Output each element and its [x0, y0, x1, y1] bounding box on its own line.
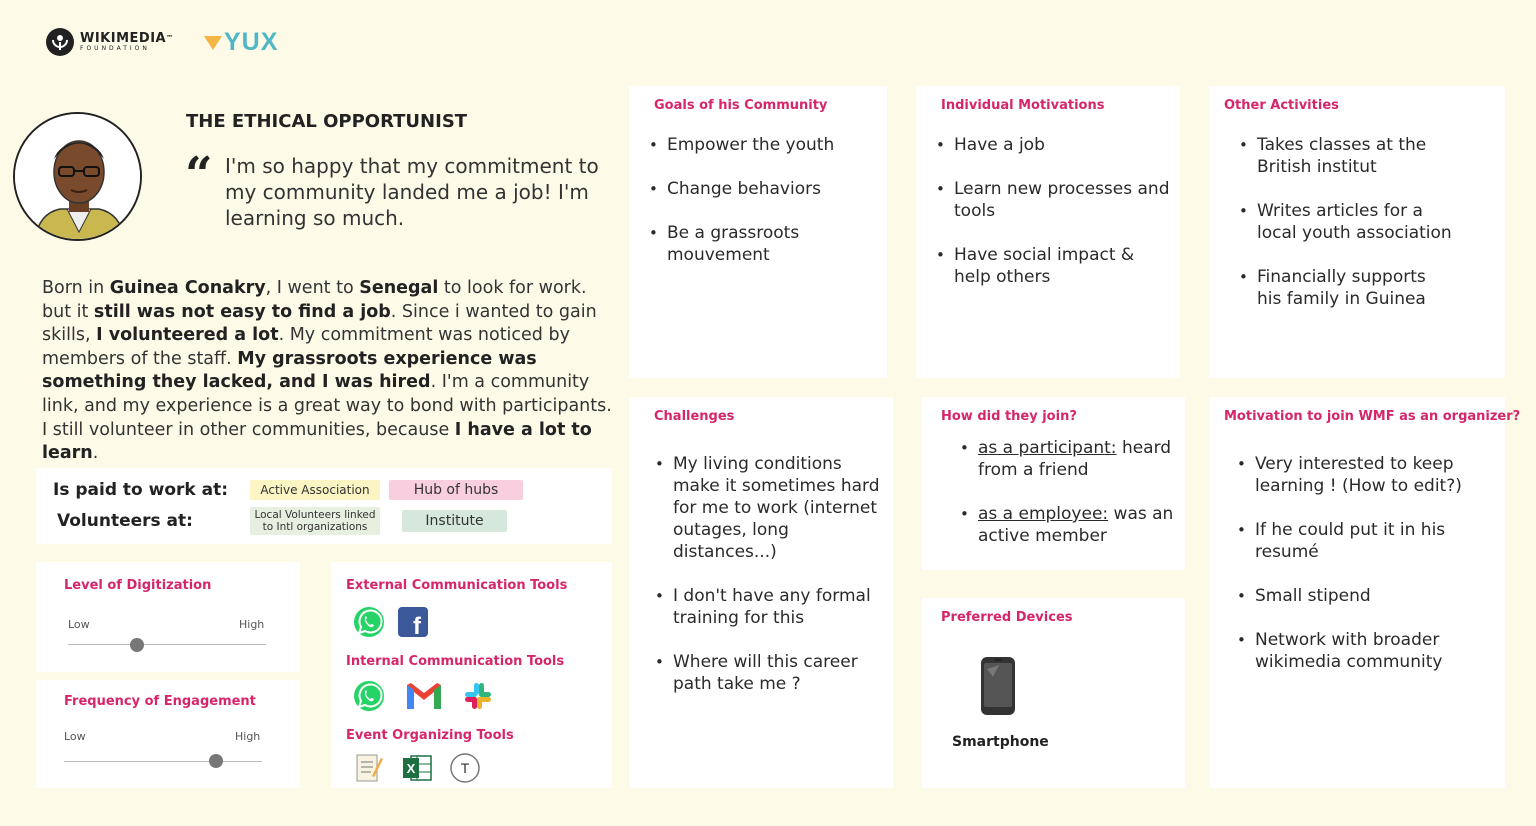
wmf-motivation-title: Motivation to join WMF as an organizer?	[1224, 409, 1521, 424]
typeform-glyph: T	[460, 760, 470, 776]
gmail-icon	[405, 680, 443, 712]
list-item: • Be a grassroots mouvement	[649, 222, 877, 266]
list-item: • Network with broader wikimedia community	[1237, 629, 1477, 673]
work-card	[36, 468, 612, 544]
excel-icon	[401, 752, 433, 784]
wmf-motivation-card	[1209, 397, 1521, 788]
event-tools-title: Event Organizing Tools	[346, 728, 514, 743]
motivations-title: Individual Motivations	[941, 98, 1105, 113]
tools-card	[331, 562, 612, 788]
wikimedia-wordmark: WIKIMEDIA	[80, 30, 167, 46]
join-list	[960, 437, 1181, 569]
tag-active-association: Active Association	[250, 480, 380, 500]
digitization-title: Level of Digitization	[64, 578, 212, 593]
whatsapp-icon	[353, 680, 385, 712]
list-item	[960, 437, 1181, 481]
list-item: • I don't have any formal training for this	[655, 585, 887, 629]
join-card	[922, 397, 1185, 570]
list-item: • Where will this career path take me ?	[655, 651, 887, 695]
engagement-card	[36, 680, 300, 788]
list-item: • Writes articles for a local youth association	[1239, 200, 1455, 244]
goals-title: Goals of his Community	[654, 98, 828, 113]
notes-icon	[353, 752, 385, 784]
typeform-icon	[449, 752, 481, 784]
list-item: • Change behaviors	[649, 178, 877, 200]
list-item: • Very interested to keep learning ! (How to edit?)	[1237, 453, 1477, 497]
motivations-card	[916, 86, 1180, 378]
wikimedia-logo	[46, 28, 174, 56]
activities-card	[1209, 86, 1505, 378]
persona-bio: Born in Guinea Conakry, I went to Senegal to look for work. but it still was not easy to find a job. Since i wanted to gain skills, I volunteered a lot. My commitment was noticed by members of the staff. My grassroots experience was something they lacked, and I was hired. I'm a community link, and my experience is a great way to bond with participants. I still volunteer in other communities, because I have a lot to learn.	[42, 278, 612, 464]
facebook-glyph: f	[413, 613, 421, 637]
list-item: • Empower the youth	[649, 134, 877, 156]
challenges-title: Challenges	[654, 409, 735, 424]
motivations-list	[936, 134, 1170, 310]
slack-icon	[462, 680, 494, 712]
engagement-slider-knob	[209, 754, 223, 768]
internal-tools-title: Internal Communication Tools	[346, 654, 565, 669]
goals-list	[649, 134, 877, 288]
engagement-slider-track	[64, 761, 262, 762]
list-item: • Small stipend	[1237, 585, 1477, 607]
digitization-high-label: High	[239, 618, 265, 631]
digitization-slider-track	[68, 644, 266, 645]
devices-card	[922, 598, 1185, 788]
excel-glyph: X	[406, 761, 416, 776]
list-item	[960, 503, 1181, 547]
persona-avatar	[13, 112, 142, 241]
quote-mark: “	[185, 147, 213, 203]
wikimedia-subtitle: FOUNDATION	[80, 44, 150, 52]
join-method-label: as a participant:	[978, 438, 1117, 458]
yux-logo	[204, 28, 278, 57]
engagement-high-label: High	[235, 730, 261, 743]
tag-hub-of-hubs: Hub of hubs	[389, 480, 523, 500]
tag-institute: Institute	[402, 510, 507, 532]
list-item: • Have social impact & help others	[936, 244, 1170, 288]
join-method-detail: was an active member	[978, 504, 1174, 546]
whatsapp-icon	[353, 606, 385, 638]
list-item: • My living conditions make it sometimes hard for me to work (internet outages, long distances...)	[655, 453, 887, 563]
wikimedia-globe-icon	[46, 28, 74, 56]
devices-title: Preferred Devices	[941, 610, 1073, 625]
digitization-slider-knob	[130, 638, 144, 652]
list-item: • If he could put it in his resumé	[1237, 519, 1477, 563]
list-item: • Financially supports his family in Guinea	[1239, 266, 1455, 310]
tag-local-volunteers: Local Volunteers linked to Intl organizations	[250, 507, 380, 535]
goals-card	[629, 86, 887, 378]
join-method-label: as a employee:	[978, 504, 1109, 524]
list-item: • Takes classes at the British institut	[1239, 134, 1455, 178]
activities-title: Other Activities	[1224, 98, 1339, 113]
digitization-card	[36, 562, 300, 672]
engagement-title: Frequency of Engagement	[64, 694, 256, 709]
yux-wordmark: YUX	[224, 28, 279, 56]
digitization-low-label: Low	[68, 618, 90, 631]
yux-mark-icon	[204, 36, 222, 50]
persona-quote: I'm so happy that my commitment to my community landed me a job! I'm learning so much.	[225, 154, 599, 230]
device-label: Smartphone	[952, 734, 1049, 750]
smartphone-icon	[978, 653, 1018, 718]
wmf-motivation-list	[1237, 453, 1477, 695]
activities-list	[1239, 134, 1455, 332]
challenges-list	[655, 453, 887, 717]
challenges-card	[629, 397, 893, 788]
persona-title: THE ETHICAL OPPORTUNIST	[186, 111, 468, 132]
volunteer-label: Volunteers at:	[57, 511, 193, 531]
join-title: How did they join?	[941, 409, 1077, 424]
trademark-symbol: ™	[166, 33, 174, 42]
engagement-low-label: Low	[64, 730, 86, 743]
facebook-icon	[397, 606, 429, 638]
join-method-detail: heard from a friend	[978, 438, 1172, 480]
list-item: • Have a job	[936, 134, 1170, 156]
paid-label: Is paid to work at:	[53, 480, 229, 500]
list-item: • Learn new processes and tools	[936, 178, 1170, 222]
external-tools-title: External Communication Tools	[346, 578, 568, 593]
